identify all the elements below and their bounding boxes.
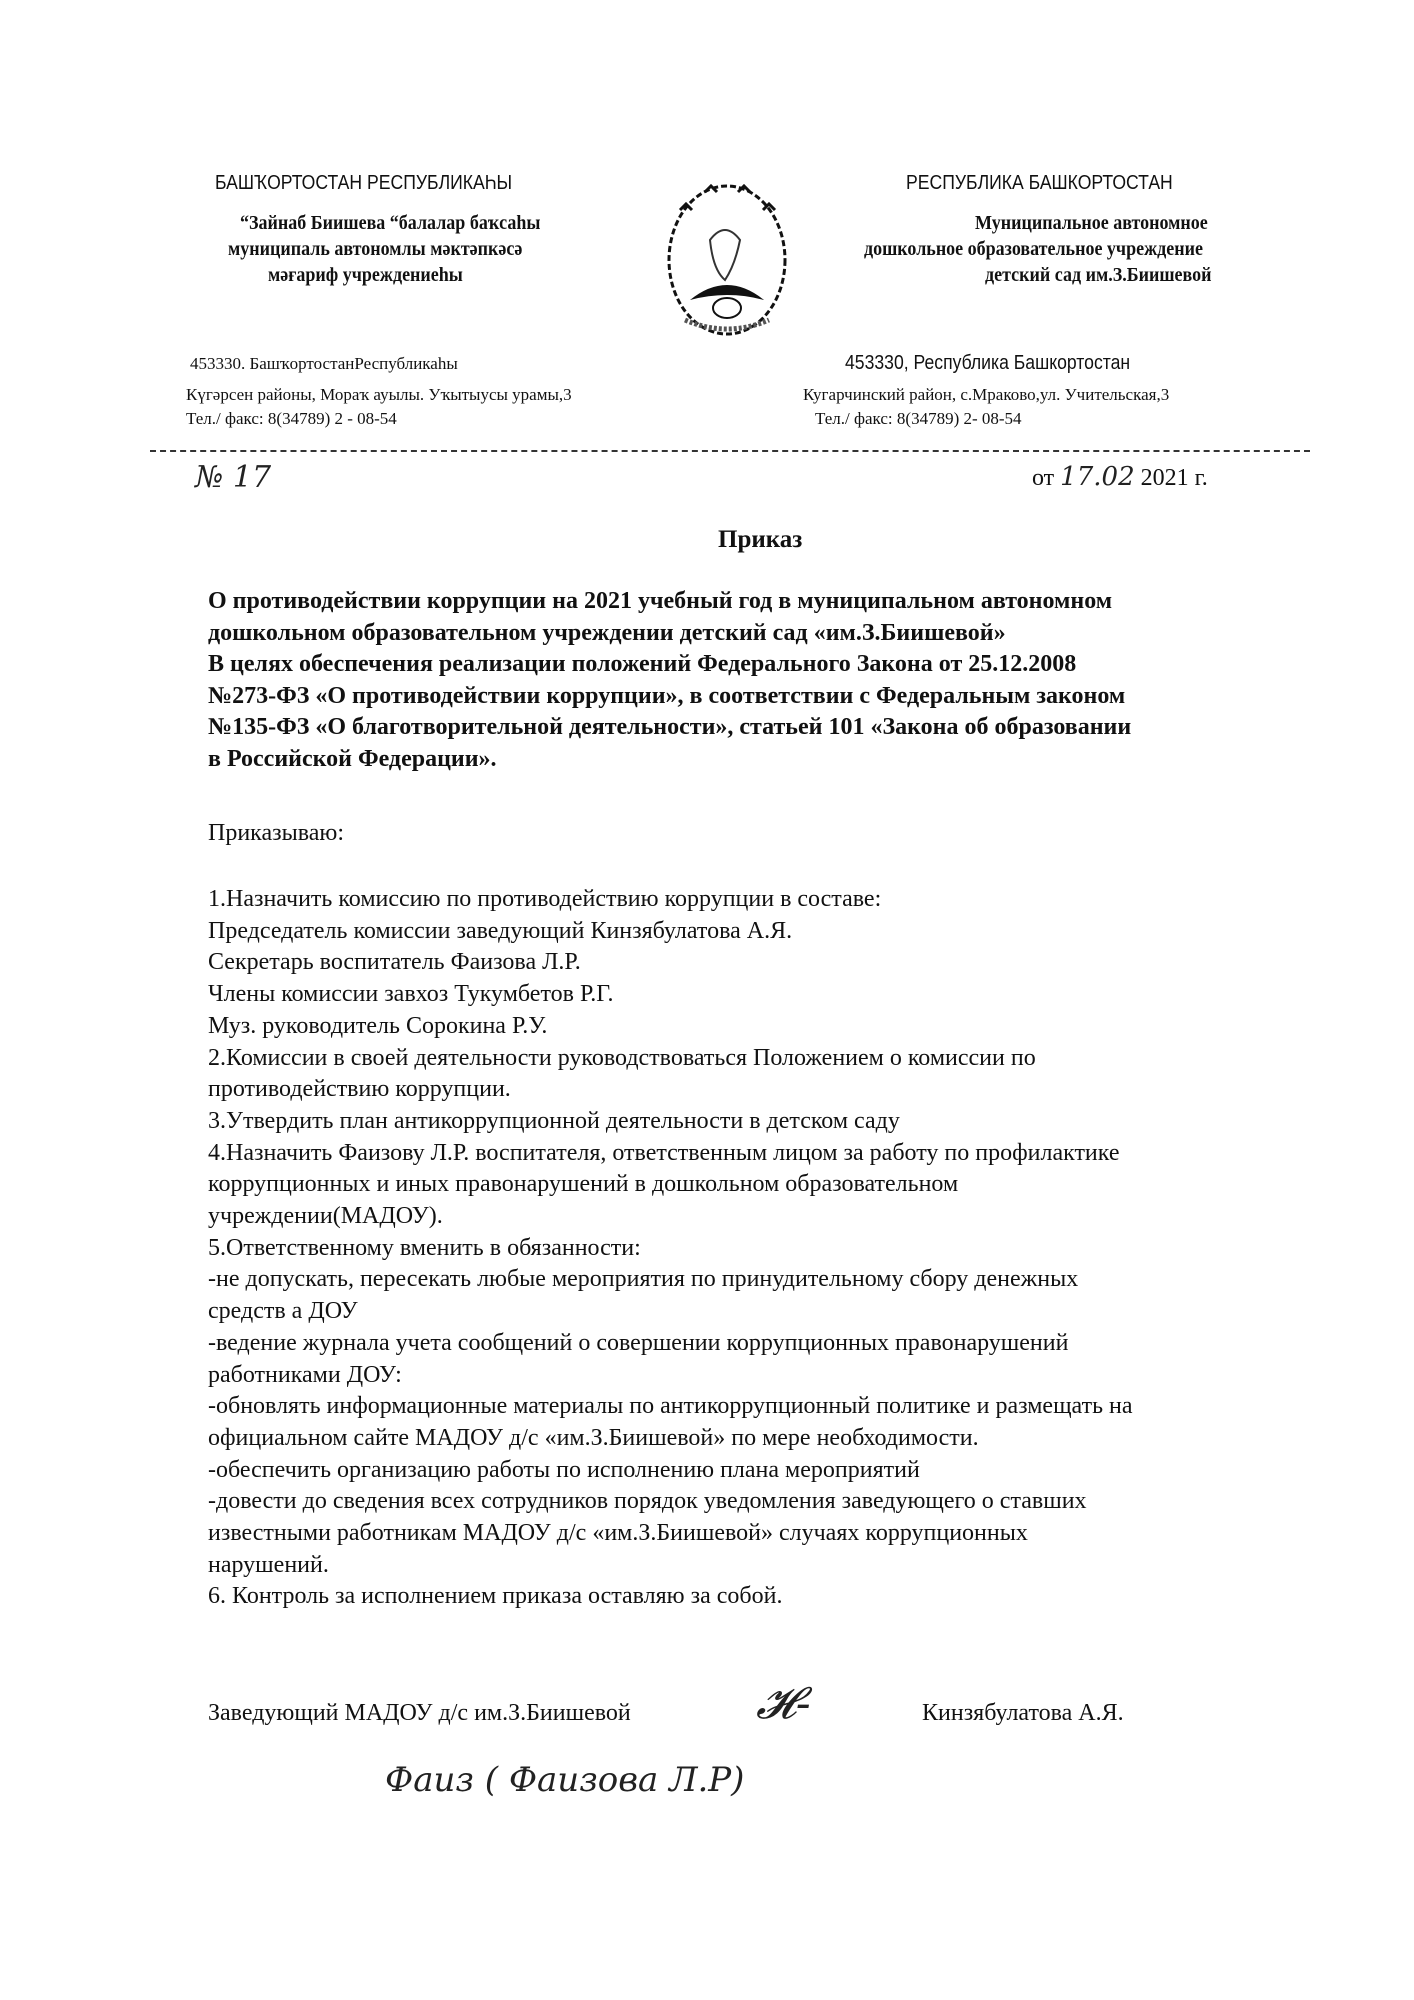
order-item-line: -ведение журнала учета сообщений о совершении коррупционных правонарушений	[208, 1329, 1069, 1356]
order-number: № 17	[195, 460, 272, 495]
order-item-line: работниками ДОУ:	[208, 1361, 402, 1388]
org-name-russian-3: детский сад им.З.Биишевой	[985, 264, 1212, 286]
order-item-line: -довести до сведения всех сотрудников порядок уведомления заведующего о ставших	[208, 1488, 1087, 1515]
order-item-line: 1.Назначить комиссию по противодействию коррупции в составе:	[208, 886, 882, 912]
order-item-line: -обеспечить организацию работы по исполнению плана мероприятий	[208, 1456, 920, 1483]
address-russian-1: 453330, Республика Башкортостан	[845, 352, 1131, 374]
preamble-line: №273-ФЗ «О противодействии коррупции», в соответствии с Федеральным законом	[208, 682, 1126, 709]
org-name-bashkir-1: “Зайнаб Биишева “балалар баҡсаһы	[240, 212, 541, 234]
phone-bashkir: Тел./ факс: 8(34789) 2 - 08-54	[186, 409, 397, 428]
preamble-line: В целях обеспечения реализации положений Федерального Закона от 25.12.2008	[208, 651, 1077, 678]
preamble-line: в Российской Федерации».	[208, 746, 497, 772]
org-name-bashkir-3: мәғариф учреждениеһы	[268, 264, 463, 286]
header-divider	[150, 450, 1310, 452]
coat-of-arms-emblem	[660, 180, 795, 355]
handwritten-acknowledgement: Фаиз ( Фаизова Л.Р)	[385, 1760, 745, 1800]
preamble-line: дошкольном образовательном учреждении детский сад «им.З.Биишевой»	[208, 619, 1006, 646]
order-item-line: коррупционных и иных правонарушений в дошкольном образовательном	[208, 1171, 959, 1198]
preamble-line: О противодействии коррупции на 2021 учебный год в муниципальном автономном	[208, 588, 1113, 614]
date-prefix: от	[1032, 465, 1055, 491]
order-item-line: -обновлять информационные материалы по антикоррупционный политике и размещать на	[208, 1393, 1133, 1420]
order-item-line: Члены комиссии завхоз Тукумбетов Р.Г.	[208, 981, 614, 1008]
republic-name-russian: РЕСПУБЛИКА БАШКОРТОСТАН	[906, 172, 1173, 194]
order-word: Приказываю:	[208, 820, 344, 846]
document-title: Приказ	[718, 526, 803, 553]
order-item-line: средств а ДОУ	[208, 1298, 358, 1325]
address-russian-2: Кугарчинский район, с.Мраково,ул. Учительская,3	[803, 385, 1170, 404]
republic-name-bashkir: БАШҠОРТОСТАН РЕСПУБЛИКАҺЫ	[215, 172, 513, 194]
order-item-line: 5.Ответственному вменить в обязанности:	[208, 1234, 641, 1261]
order-item-line: 4.Назначить Фаизову Л.Р. воспитателя, ответственным лицом за работу по профилактике	[208, 1139, 1120, 1166]
org-name-russian-1: Муниципальное автономное	[975, 212, 1208, 234]
preamble-line: №135-ФЗ «О благотворительной деятельности», статьей 101 «Закона об образовании	[208, 714, 1132, 741]
order-item-line: Муз. руководитель Сорокина Р.У.	[208, 1012, 548, 1039]
org-name-bashkir-2: муниципаль автономлы мәктәпкәсә	[228, 238, 523, 260]
order-item-line: противодействию коррупции.	[208, 1076, 511, 1103]
address-bashkir-1: 453330. БашҡортостанРеспубликаһы	[190, 354, 458, 373]
date-year: 2021 г.	[1140, 465, 1208, 491]
order-item-line: учреждении(МАДОУ).	[208, 1203, 443, 1229]
address-bashkir-2: Күгәрсен районы, Мораҡ ауылы. Уҡытыусы урамы,3	[186, 385, 572, 404]
org-name-russian-2: дошкольное образовательное учреждение	[864, 238, 1203, 260]
order-item-line: -не допускать, пересекать любые мероприятия по принудительному сбору денежных	[208, 1266, 1079, 1293]
order-item-line: Председатель комиссии заведующий Кинзябулатова А.Я.	[208, 917, 793, 944]
order-item-line: 2.Комиссии в своей деятельности руководствоваться Положением о комиссии по	[208, 1044, 1036, 1071]
order-item-line: 3.Утвердить план антикоррупционной деятельности в детском саду	[208, 1107, 900, 1134]
order-item-line: нарушений.	[208, 1551, 329, 1578]
order-item-line: Секретарь воспитатель Фаизова Л.Р.	[208, 949, 581, 976]
order-date	[1032, 462, 1208, 492]
signature-mark: 𝓗‐	[756, 1678, 811, 1729]
order-item-line: 6. Контроль за исполнением приказа оставляю за собой.	[208, 1583, 783, 1610]
phone-russian: Тел./ факс: 8(34789) 2- 08-54	[815, 409, 1022, 428]
order-item-line: известными работникам МАДОУ д/с «им.З.Биишевой» случаях коррупционных	[208, 1520, 1028, 1546]
date-handwritten: 17.02	[1060, 462, 1135, 492]
order-item-line: официальном сайте МАДОУ д/с «им.З.Биишевой» по мере необходимости.	[208, 1424, 979, 1451]
signature-position: Заведующий МАДОУ д/с им.З.Биишевой	[208, 1700, 631, 1726]
signature-name: Кинзябулатова А.Я.	[922, 1700, 1124, 1726]
